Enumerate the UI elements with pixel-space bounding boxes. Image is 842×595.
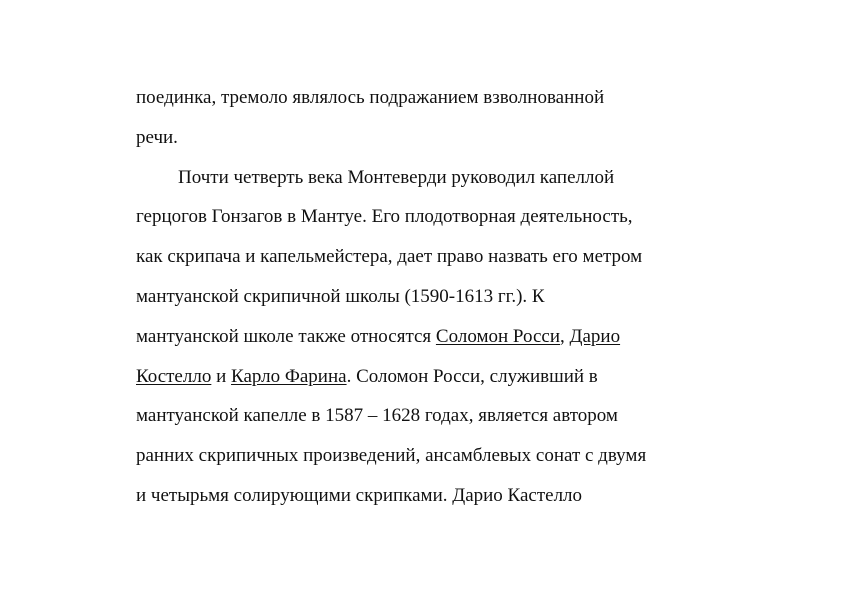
text-line	[136, 323, 620, 351]
text-line	[136, 203, 633, 231]
text-segment: ,	[560, 326, 570, 347]
text-segment: и	[211, 366, 232, 387]
text-segment: мантуанской капелле в 1587 – 1628 годах, является автором	[136, 405, 618, 426]
text-line	[136, 124, 178, 152]
text-segment: и четырьмя солирующими скрипками. Дарио Кастелло	[136, 485, 583, 506]
text-segment: мантуанской скрипичной школы (1590-1613 гг.). К	[136, 286, 545, 307]
text-segment: мантуанской школе также относятся	[136, 326, 436, 347]
text-line	[136, 442, 646, 470]
text-segment: Почти четверть века Монтеверди руководил капеллой	[178, 167, 615, 188]
text-line	[136, 243, 642, 271]
text-line	[136, 402, 618, 430]
link-dario-costello[interactable]: Костелло	[136, 366, 212, 387]
text-segment: герцогов Гонзагов в Мантуе. Его плодотворная деятельность,	[136, 206, 633, 227]
text-segment: поединка, тремоло являлось подражанием взволнованной	[136, 87, 605, 108]
text-line	[136, 84, 604, 112]
text-segment: как скрипача и капельмейстера, дает право назвать его метром	[136, 246, 643, 267]
text-segment: речи.	[136, 127, 178, 148]
text-segment: . Соломон Росси, служивший в	[346, 366, 598, 387]
link-solomon-rossi[interactable]: Соломон Росси	[435, 326, 561, 347]
paragraph-first-line	[136, 164, 614, 192]
text-line	[136, 363, 598, 391]
text-segment: ранних скрипичных произведений, ансамблевых сонат с двумя	[136, 445, 647, 466]
text-line	[136, 283, 545, 311]
link-carlo-farina[interactable]: Карло Фарина	[231, 366, 347, 387]
text-line	[136, 482, 582, 510]
link-dario-costello[interactable]: Дарио	[569, 326, 621, 347]
